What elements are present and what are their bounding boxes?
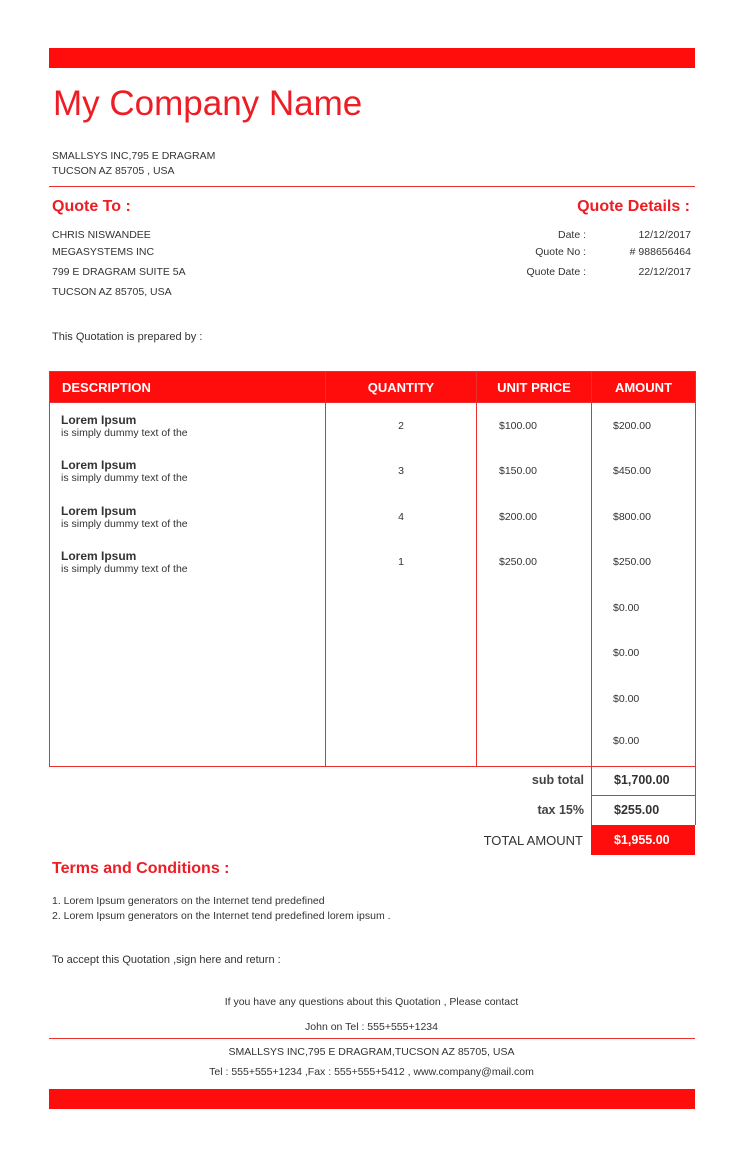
footer-address: SMALLSYS INC,795 E DRAGRAM,TUCSON AZ 85705, USA — [228, 1046, 515, 1058]
table-row — [50, 676, 696, 722]
item-subtitle: is simply dummy text of the — [61, 563, 188, 575]
table-row — [50, 494, 696, 540]
terms-item: 2. Lorem Ipsum generators on the Internet tend predefined lorem ipsum . — [52, 910, 391, 922]
unit-price-cell — [477, 585, 592, 631]
unit-price-cell — [477, 676, 592, 722]
description-cell — [50, 585, 326, 631]
item-subtitle: is simply dummy text of the — [61, 427, 188, 439]
company-address-line1: SMALLSYS INC,795 E DRAGRAM — [52, 150, 216, 162]
client-city: TUCSON AZ 85705, USA — [52, 286, 172, 298]
table-row — [50, 448, 696, 494]
quantity-cell: 1 — [326, 539, 477, 585]
subtotal-value: $1,700.00 — [614, 773, 670, 787]
items-table — [49, 371, 696, 767]
date-label: Date : — [557, 229, 586, 241]
column-header-description: DESCRIPTION — [50, 372, 326, 403]
quantity-cell: 3 — [326, 448, 477, 494]
footer-questions: If you have any questions about this Quotation , Please contact — [224, 996, 519, 1008]
quote-details-heading: Quote Details : — [577, 198, 690, 215]
amount-cell: $800.00 — [592, 494, 696, 540]
description-cell — [50, 630, 326, 676]
company-address-line2: TUCSON AZ 85705 , USA — [52, 165, 175, 177]
quote-date-label: Quote Date : — [526, 266, 586, 278]
table-row — [50, 721, 696, 767]
tax-value: $255.00 — [614, 803, 660, 817]
description-cell — [50, 494, 326, 540]
table-row — [50, 403, 696, 449]
quantity-cell — [326, 676, 477, 722]
prepared-by: This Quotation is prepared by : — [52, 331, 203, 343]
unit-price-cell: $250.00 — [477, 539, 592, 585]
quote-to-heading: Quote To : — [52, 198, 131, 215]
table-row — [50, 630, 696, 676]
client-street: 799 E DRAGRAM SUITE 5A — [52, 266, 186, 278]
quantity-cell — [326, 630, 477, 676]
company-name: My Company Name — [53, 84, 363, 123]
amount-cell: $200.00 — [592, 403, 696, 449]
quantity-cell: 2 — [326, 403, 477, 449]
footer-divider — [49, 1038, 695, 1039]
quote-date-value: 22/12/2017 — [638, 266, 691, 278]
date-value: 12/12/2017 — [638, 229, 691, 241]
column-header-quantity: QUANTITY — [326, 372, 477, 403]
tax-label: tax 15% — [537, 803, 584, 817]
client-company: MEGASYSTEMS INC — [52, 246, 155, 258]
item-title: Lorem Ipsum — [61, 549, 137, 563]
total-amount-label: TOTAL AMOUNT — [483, 833, 583, 848]
unit-price-cell: $200.00 — [477, 494, 592, 540]
quote-no-value: # 988656464 — [629, 246, 691, 258]
totals-divider — [591, 795, 695, 796]
amount-cell: $0.00 — [592, 676, 696, 722]
quote-no-label: Quote No : — [535, 246, 586, 258]
unit-price-cell: $100.00 — [477, 403, 592, 449]
footer-contact-details: Tel : 555+555+1234 ,Fax : 555+555+5412 , www.company@mail.com — [209, 1066, 534, 1078]
item-title: Lorem Ipsum — [61, 458, 137, 472]
description-cell — [50, 403, 326, 449]
description-cell — [50, 721, 326, 767]
bottom-accent-bar — [49, 1089, 695, 1109]
footer-contact: John on Tel : 555+555+1234 — [305, 1021, 438, 1033]
terms-heading: Terms and Conditions : — [52, 860, 230, 877]
item-subtitle: is simply dummy text of the — [61, 517, 188, 530]
unit-price-cell — [477, 630, 592, 676]
description-cell — [50, 539, 326, 585]
item-title: Lorem Ipsum — [61, 503, 137, 518]
amount-cell: $450.00 — [592, 448, 696, 494]
amount-cell: $250.00 — [592, 539, 696, 585]
column-header-amount: AMOUNT — [592, 372, 696, 403]
table-row — [50, 585, 696, 631]
amount-cell: $0.00 — [592, 585, 696, 631]
quantity-cell: 4 — [326, 494, 477, 540]
item-subtitle: is simply dummy text of the — [61, 472, 188, 484]
client-name: CHRIS NISWANDEE — [52, 229, 151, 241]
accept-instructions: To accept this Quotation ,sign here and return : — [52, 954, 281, 966]
item-title: Lorem Ipsum — [61, 413, 137, 427]
top-accent-bar — [49, 48, 695, 68]
description-cell — [50, 448, 326, 494]
table-row — [50, 539, 696, 585]
description-cell — [50, 676, 326, 722]
amount-cell: $0.00 — [592, 630, 696, 676]
quantity-cell — [326, 585, 477, 631]
table-header-row — [50, 372, 696, 403]
quantity-cell — [326, 721, 477, 767]
unit-price-cell: $150.00 — [477, 448, 592, 494]
terms-item: 1. Lorem Ipsum generators on the Internet tend predefined — [52, 895, 325, 907]
total-amount-value: $1,955.00 — [614, 833, 670, 847]
column-header-unit-price: UNIT PRICE — [477, 372, 592, 403]
amount-cell: $0.00 — [592, 721, 696, 767]
unit-price-cell — [477, 721, 592, 767]
header-divider — [49, 186, 695, 187]
subtotal-label: sub total — [531, 773, 584, 787]
